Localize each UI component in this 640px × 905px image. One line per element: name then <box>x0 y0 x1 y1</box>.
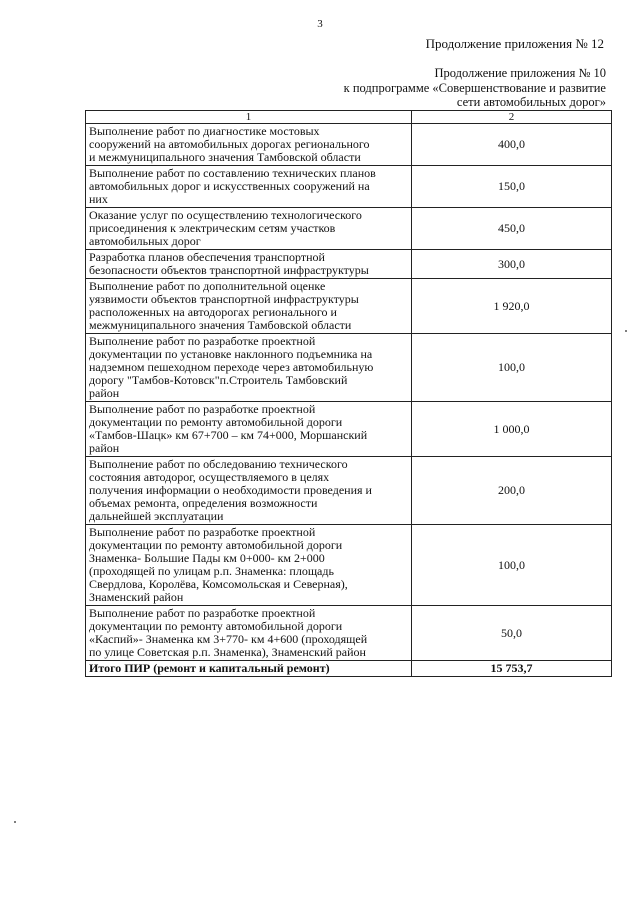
work-description-line: Оказание услуг по осуществлению технологического <box>89 208 362 222</box>
scan-speck <box>625 330 627 332</box>
work-amount: 1 920,0 <box>412 279 612 334</box>
work-description-line: состояния автодорог, осуществляемого в целях <box>89 470 330 484</box>
column-header-2: 2 <box>412 111 612 124</box>
work-description <box>86 402 412 457</box>
work-description-line: присоединения к электрическим сетям участков <box>89 221 336 235</box>
work-description-line: документации по ремонту автомобильной дороги <box>89 415 343 429</box>
work-amount: 450,0 <box>412 208 612 250</box>
work-description-line: Знаменка- Большие Пады км 0+000- км 2+000 <box>89 551 325 565</box>
total-amount: 15 753,7 <box>412 661 612 677</box>
work-description <box>86 124 412 166</box>
table-row <box>86 402 612 457</box>
table-row <box>86 334 612 402</box>
appendix-10-line: Продолжение приложения № 10 <box>434 66 606 80</box>
work-description-line: Свердлова, Королёва, Комсомольская и Северная), <box>89 577 348 591</box>
work-description-line: Выполнение работ по разработке проектной <box>89 402 316 416</box>
works-table <box>85 110 612 677</box>
work-description-line: надземном пешеходном переходе через автомобильную <box>89 360 374 374</box>
work-amount: 200,0 <box>412 457 612 525</box>
table-row <box>86 166 612 208</box>
work-amount: 100,0 <box>412 334 612 402</box>
work-description-line: район <box>89 386 120 400</box>
work-description-line: Выполнение работ по обследованию технического <box>89 457 348 471</box>
page-number: 3 <box>317 18 323 30</box>
total-row <box>86 661 612 677</box>
column-header-1: 1 <box>86 111 412 124</box>
scan-speck <box>14 821 16 823</box>
table-row <box>86 208 612 250</box>
work-description-line: расположенных на автодорогах регионального и <box>89 305 337 319</box>
work-description-line: уязвимости объектов транспортной инфраструктуры <box>89 292 359 306</box>
work-description-line: объемах ремонта, определения возможности <box>89 496 318 510</box>
work-amount: 300,0 <box>412 250 612 279</box>
work-description-line: дорогу "Тамбов-Котовск"п.Строитель Тамбовский <box>89 373 348 387</box>
work-description-line: район <box>89 441 120 455</box>
work-description-line: Выполнение работ по разработке проектной <box>89 525 316 539</box>
table-row <box>86 250 612 279</box>
appendix-10-line: к подпрограмме «Совершенствование и развитие <box>343 80 606 95</box>
work-description-line: Знаменский район <box>89 590 184 604</box>
table-row <box>86 279 612 334</box>
work-amount: 100,0 <box>412 525 612 606</box>
work-description-line: них <box>89 192 108 206</box>
work-description <box>86 525 412 606</box>
work-description-line: по улице Советская р.п. Знаменка), Знаменский район <box>89 645 366 659</box>
work-description-line: получения информации о необходимости проведения и <box>89 483 372 497</box>
work-description-line: дальнейшей эксплуатации <box>89 509 224 523</box>
work-description-line: сооружений на автомобильных дорогах регионального <box>89 137 370 151</box>
work-amount: 50,0 <box>412 606 612 661</box>
work-description-line: Выполнение работ по разработке проектной <box>89 606 316 620</box>
work-description-line: документации по ремонту автомобильной дороги <box>89 538 343 552</box>
table-row <box>86 606 612 661</box>
work-description-line: автомобильных дорог <box>89 234 201 248</box>
table-row <box>86 124 612 166</box>
work-description <box>86 208 412 250</box>
work-description-line: «Каспий»- Знаменка км 3+770- км 4+600 (проходящей <box>89 632 368 646</box>
appendix-10-caption <box>344 66 606 110</box>
work-description-line: Выполнение работ по диагностике мостовых <box>89 124 320 138</box>
work-description <box>86 457 412 525</box>
work-description-line: «Тамбов-Шацк» км 67+700 – км 74+000, Моршанский <box>89 428 368 442</box>
work-description-line: документации по ремонту автомобильной дороги <box>89 619 343 633</box>
work-description-line: межмуниципального значения Тамбовской области <box>89 318 352 332</box>
work-description <box>86 279 412 334</box>
work-description-line: Выполнение работ по составлению технических планов <box>89 166 376 180</box>
work-description-line: документации по установке наклонного подъемника на <box>89 347 373 361</box>
work-amount: 1 000,0 <box>412 402 612 457</box>
table-header-row <box>86 111 612 124</box>
work-description-line: безопасности объектов транспортной инфраструктуры <box>89 263 369 277</box>
work-description-line: Разработка планов обеспечения транспортной <box>89 250 325 264</box>
work-description <box>86 606 412 661</box>
work-amount: 150,0 <box>412 166 612 208</box>
work-description <box>86 166 412 208</box>
table-row <box>86 457 612 525</box>
table-row <box>86 525 612 606</box>
work-description-line: и межмуниципального значения Тамбовской области <box>89 150 361 164</box>
work-amount: 400,0 <box>412 124 612 166</box>
work-description-line: Выполнение работ по разработке проектной <box>89 334 316 348</box>
appendix-12-caption: Продолжение приложения № 12 <box>425 36 604 51</box>
work-description-line: Выполнение работ по дополнительной оценке <box>89 279 326 293</box>
work-description <box>86 250 412 279</box>
work-description <box>86 334 412 402</box>
total-label: Итого ПИР (ремонт и капитальный ремонт) <box>86 661 412 677</box>
work-description-line: автомобильных дорог и искусственных сооружений на <box>89 179 370 193</box>
appendix-10-line: сети автомобильных дорог» <box>456 95 606 109</box>
work-description-line: (проходящей по улицам р.п. Знаменка: площадь <box>89 564 334 578</box>
